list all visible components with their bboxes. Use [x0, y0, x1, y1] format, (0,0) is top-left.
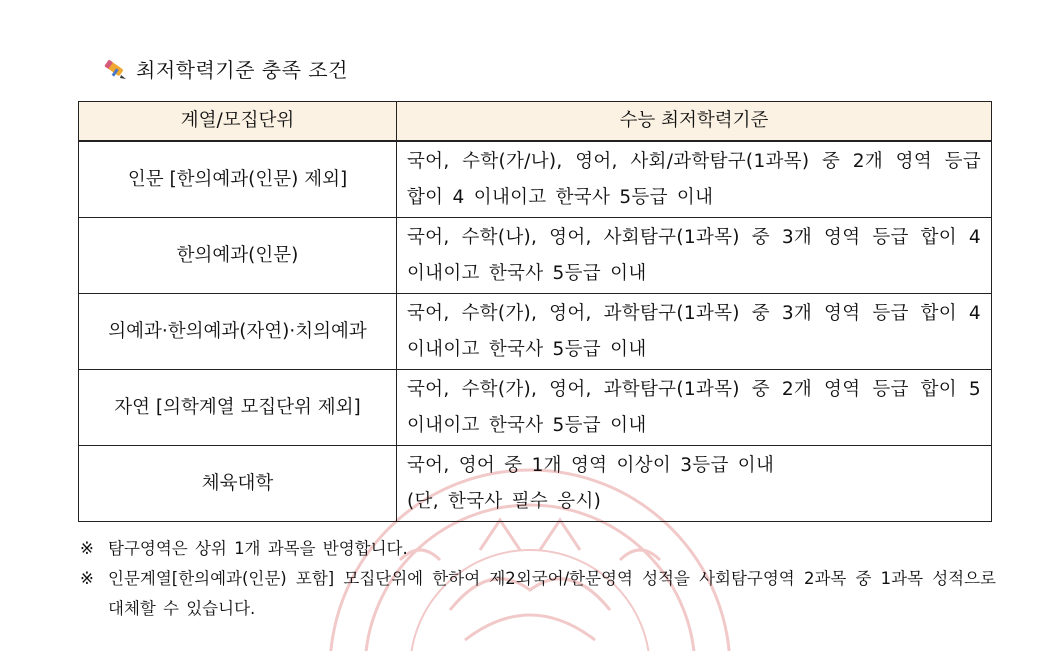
table-row: [79, 218, 992, 294]
table-row: [79, 141, 992, 218]
reference-mark: ※: [80, 569, 94, 588]
section-heading: [102, 54, 348, 83]
note-item: [80, 534, 996, 564]
requirement-cell: [397, 446, 992, 522]
requirement-cell: 국어, 수학(가), 영어, 과학탐구(1과목) 중 3개 영역 등급 합이 4 이내이고 한국사 5등급 이내: [397, 294, 992, 370]
requirement-cell: 국어, 수학(가/나), 영어, 사회/과학탐구(1과목) 중 2개 영역 등급 합이 4 이내이고 한국사 5등급 이내: [397, 141, 992, 218]
group-cell: 의예과·한의예과(자연)·치의예과: [79, 294, 397, 370]
note-text: 인문계열[한의예과(인문) 포함] 모집단위에 한하여 제2외국어/한문영역 성적을 사회탐구영역 2과목 중 1과목 성적으로 대체할 수 있습니다.: [108, 569, 996, 618]
requirement-line: (단, 한국사 필수 응시): [407, 490, 602, 512]
header-group: 계열/모집단위: [79, 102, 397, 142]
group-cell: 인문 [한의예과(인문) 제외]: [79, 141, 397, 218]
reference-mark: ※: [80, 539, 94, 558]
group-cell: 자연 [의학계열 모집단위 제외]: [79, 370, 397, 446]
table-row: [79, 370, 992, 446]
note-item: [80, 564, 996, 624]
table-row: [79, 446, 992, 522]
criteria-table: [78, 101, 992, 522]
pencil-icon: [102, 57, 128, 81]
notes-section: [80, 534, 996, 624]
requirement-cell: 국어, 수학(가), 영어, 과학탐구(1과목) 중 2개 영역 등급 합이 5 이내이고 한국사 5등급 이내: [397, 370, 992, 446]
group-cell: 체육대학: [79, 446, 397, 522]
note-text: 탐구영역은 상위 1개 과목을 반영합니다.: [108, 539, 408, 558]
requirement-cell: 국어, 수학(나), 영어, 사회탐구(1과목) 중 3개 영역 등급 합이 4 이내이고 한국사 5등급 이내: [397, 218, 992, 294]
heading-text: 최저학력기준 충족 조건: [136, 58, 348, 82]
table-row: [79, 294, 992, 370]
requirement-line: 국어, 영어 중 1개 영역 이상이 3등급 이내: [407, 454, 775, 476]
table-header-row: [79, 102, 992, 142]
header-requirement: 수능 최저학력기준: [397, 102, 992, 142]
group-cell: 한의예과(인문): [79, 218, 397, 294]
